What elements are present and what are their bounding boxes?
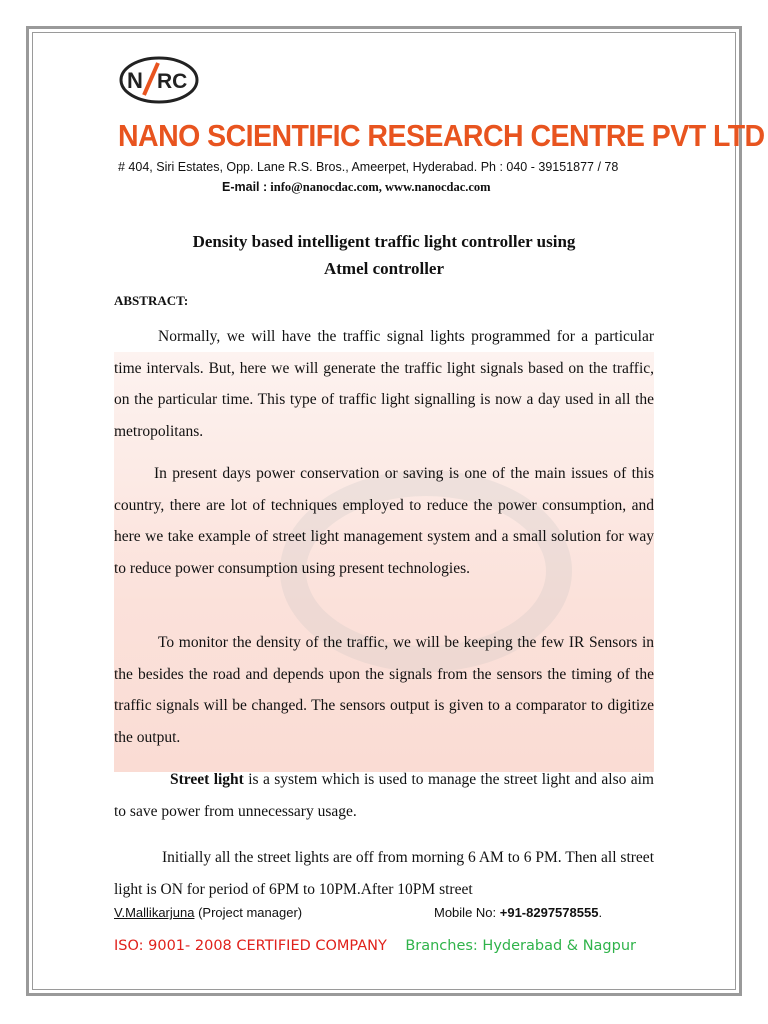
mobile-end: . [598,905,603,920]
paragraph-4-text: is a system which is used to manage the street light and also aim to save power from unnecessary usage. [114,771,654,820]
email-label: E-mail : [222,180,268,194]
contact-line [222,180,491,195]
mobile-value: +91-8297578555 [499,905,599,920]
manager-name: V.Mallikarjuna [114,905,195,920]
title-line-1: Density based intelligent traffic light controller using [192,232,576,251]
mobile-label: Mobile No: [434,905,500,920]
branches: Branches: Hyderabad & Nagpur [405,938,636,954]
paragraph-1: Normally, we will have the traffic signal lights programmed for a particular time intervals. But, here we will generate the traffic light signals based on the traffic, on the particular time. This type of traffic light signalling is now a day used in all the metropolitans. [114,328,654,440]
company-name: NANO SCIENTIFIC RESEARCH CENTRE PVT LTD [118,118,765,153]
title-line-2: Atmel controller [323,259,445,278]
certification-line [114,937,654,956]
footer-contact [114,905,654,920]
company-address: # 404, Siri Estates, Opp. Lane R.S. Bros., Ameerpet, Hyderabad. Ph : 040 - 39151877 / 78 [118,160,619,174]
manager-role: (Project manager) [194,905,303,920]
email-value[interactable]: info@nanocdac.com, www.nanocdac.com [270,180,491,194]
svg-text:N: N [127,68,143,93]
paragraph-2: In present days power conservation or saving is one of the main issues of this country, there are lot of techniques employed to reduce the power consumption, and here we take example of street light management system and a small solution for way to reduce power consumption using present technologies. [114,465,654,577]
mobile-number [434,905,602,920]
document-title [114,228,654,282]
section-heading: ABSTRACT: [114,293,189,308]
nrc-logo [118,55,200,105]
iso-certification: ISO: 9001- 2008 CERTIFIED COMPANY [114,938,387,954]
street-light-term: Street light [170,771,244,788]
svg-text:RC: RC [157,70,188,93]
paragraph-4 [114,764,654,827]
paragraph-3: To monitor the density of the traffic, we will be keeping the few IR Sensors in the besides the road and depends upon the signals from the sensors the timing of the traffic signals will be changed. The sensors output is given to a comparator to digitize the output. [114,634,654,746]
paragraph-5: Initially all the street lights are off from morning 6 AM to 6 PM. Then all street light is ON for period of 6PM to 10PM.After 10PM street [114,849,654,898]
